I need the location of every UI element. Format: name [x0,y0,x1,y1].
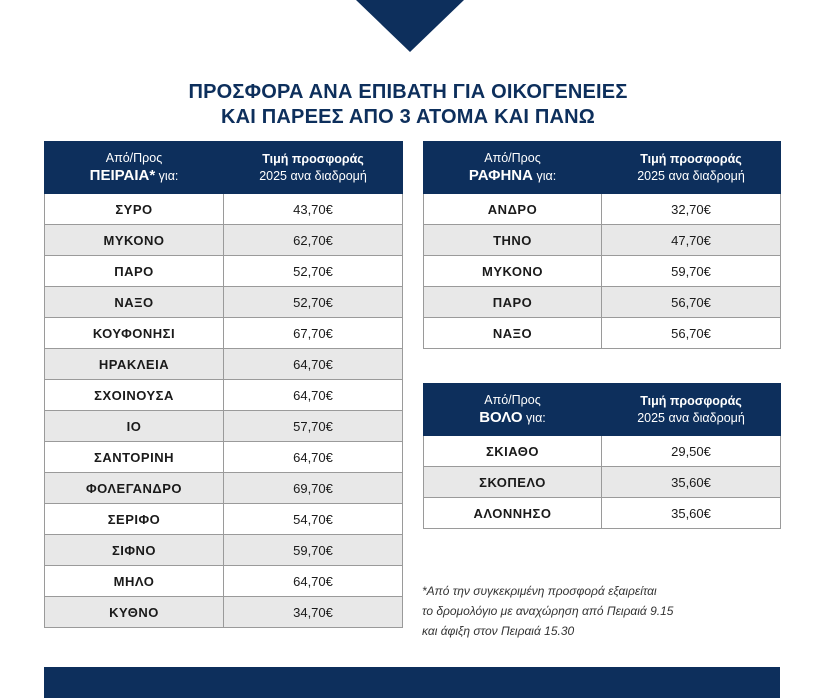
destination-cell: ΣΑΝΤΟΡΙΝΗ [45,442,224,473]
footnote-line-2: το δρομολόγιο με αναχώρηση από Πειραιά 9.15 [422,604,674,618]
table-row [45,194,403,225]
port-name: ΡΑΦΗΝΑ [468,167,533,184]
price-cell: 43,70€ [224,194,403,225]
price-cell: 34,70€ [224,597,403,628]
price-cell: 29,50€ [602,436,781,467]
price-header-line-1: Τιμή προσφοράς [640,151,742,166]
table-row [45,349,403,380]
table-row [45,597,403,628]
price-header-line-1: Τιμή προσφοράς [640,393,742,408]
price-cell: 56,70€ [602,287,781,318]
volos-price-header [602,384,781,436]
destination-cell: ΙΟ [45,411,224,442]
price-header-line-2: 2025 ανα διαδρομή [637,410,745,425]
destination-cell: ΜΗΛΟ [45,566,224,597]
destination-cell: ΜΥΚΟΝΟ [45,225,224,256]
price-header-line-1: Τιμή προσφοράς [262,151,364,166]
destination-cell: ΜΥΚΟΝΟ [424,256,602,287]
table-row [424,256,781,287]
port-name: ΠΕΙΡΑΙΑ* [89,167,156,184]
price-cell: 52,70€ [224,256,403,287]
table-row [45,535,403,566]
price-cell: 57,70€ [224,411,403,442]
destination-cell: ΠΑΡΟ [424,287,602,318]
table-row [45,380,403,411]
piraeus-port-header [45,142,224,194]
destination-cell: ΝΑΞΟ [424,318,602,349]
price-header-line-2: 2025 ανα διαδρομή [259,168,367,183]
volos-fares-table [423,383,781,529]
headline-line-2: ΚΑΙ ΠΑΡΕΕΣ ΑΠΟ 3 ΑΤΟΜΑ ΚΑΙ ΠΑΝΩ [220,106,596,128]
piraeus-price-header [224,142,403,194]
destination-cell: ΣΧΟΙΝΟΥΣΑ [45,380,224,411]
price-cell: 59,70€ [224,535,403,566]
table-row [424,194,781,225]
destination-cell: ΤΗΝΟ [424,225,602,256]
offer-headline [0,80,816,130]
destination-cell: ΝΑΞΟ [45,287,224,318]
destination-cell: ΚΟΥΦΟΝΗΣΙ [45,318,224,349]
destination-cell: ΑΛΟΝΝΗΣΟ [424,498,602,529]
footnote-line-1: *Από την συγκεκριμένη προσφορά εξαιρείται [422,584,657,598]
table-row [45,442,403,473]
destination-cell: ΠΑΡΟ [45,256,224,287]
rafina-price-header [602,142,781,194]
rafina-port-header [424,142,602,194]
table-row [424,318,781,349]
price-cell: 35,60€ [602,498,781,529]
headline-line-1: ΠΡΟΣΦΟΡΑ ΑΝΑ ΕΠΙΒΑΤΗ ΓΙΑ ΟΙΚΟΓΕΝΕΙΕΣ [188,81,628,103]
table-row [45,411,403,442]
price-header-line-2: 2025 ανα διαδρομή [637,168,745,183]
destination-cell: ΗΡΑΚΛΕΙΑ [45,349,224,380]
table-row [45,473,403,504]
table-row [424,498,781,529]
price-cell: 35,60€ [602,467,781,498]
for-label: για: [155,169,179,183]
destination-cell: ΣΥΡΟ [45,194,224,225]
table-row [424,436,781,467]
price-cell: 59,70€ [602,256,781,287]
price-cell: 56,70€ [602,318,781,349]
destination-cell: ΚΥΘΝΟ [45,597,224,628]
from-to-label: Από/Προς [484,393,541,407]
price-cell: 32,70€ [602,194,781,225]
price-cell: 52,70€ [224,287,403,318]
price-cell: 47,70€ [602,225,781,256]
destination-cell: ΦΟΛΕΓΑΝΔΡΟ [45,473,224,504]
table-row [45,504,403,535]
rafina-rows [424,194,781,349]
table-row [424,287,781,318]
from-to-label: Από/Προς [105,151,163,165]
price-cell: 67,70€ [224,318,403,349]
volos-rows [424,436,781,529]
piraeus-rows [45,194,403,628]
volos-port-header [424,384,602,436]
exception-footnote [422,581,782,641]
for-label: για: [522,411,546,425]
price-cell: 69,70€ [224,473,403,504]
price-cell: 54,70€ [224,504,403,535]
top-chevron-decoration [356,0,464,52]
destination-cell: ΣΙΦΝΟ [45,535,224,566]
port-name: ΒΟΛΟ [479,409,523,426]
destination-cell: ΣΚΟΠΕΛΟ [424,467,602,498]
piraeus-fares-table [44,141,403,628]
table-row [45,566,403,597]
price-cell: 64,70€ [224,442,403,473]
rafina-fares-table [423,141,781,349]
price-cell: 64,70€ [224,380,403,411]
table-row [424,467,781,498]
table-row [45,256,403,287]
table-row [45,318,403,349]
price-cell: 64,70€ [224,566,403,597]
destination-cell: ΣΚΙΑΘΟ [424,436,602,467]
footnote-line-3: και άφιξη στον Πειραιά 15.30 [422,624,575,638]
for-label: για: [532,169,557,183]
table-row [424,225,781,256]
table-row [45,287,403,318]
bottom-banner-bar [44,667,780,698]
table-row [45,225,403,256]
destination-cell: ΣΕΡΙΦΟ [45,504,224,535]
destination-cell: ΑΝΔΡΟ [424,194,602,225]
from-to-label: Από/Προς [484,151,541,165]
price-cell: 62,70€ [224,225,403,256]
price-cell: 64,70€ [224,349,403,380]
